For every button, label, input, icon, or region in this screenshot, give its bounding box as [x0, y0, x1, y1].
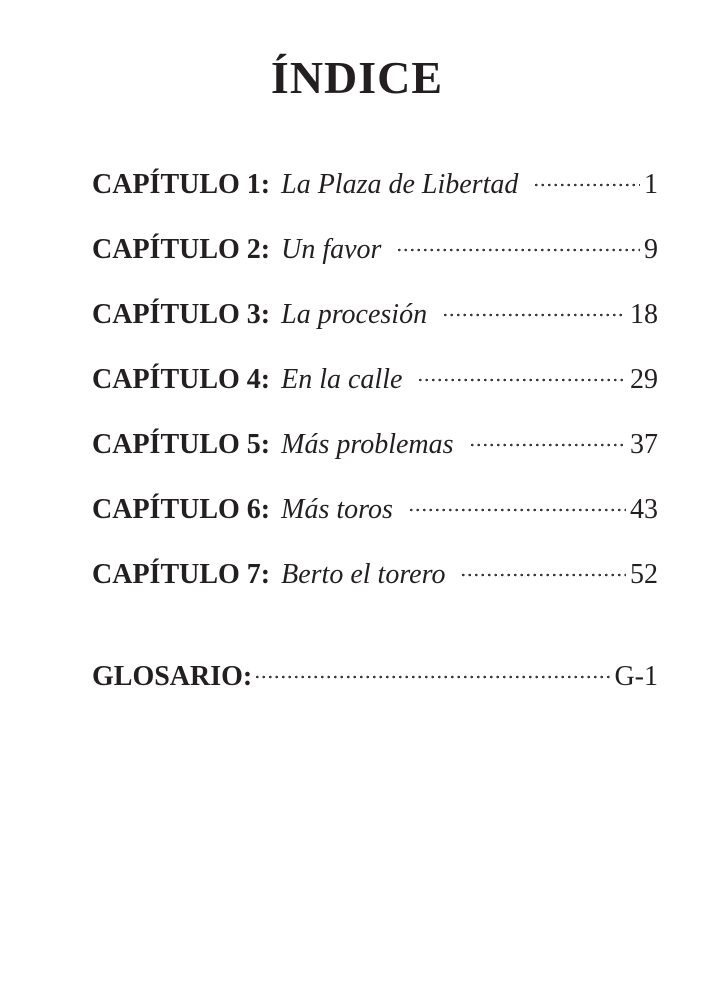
chapter-label: CAPÍTULO 6:	[92, 494, 271, 525]
glossary-entry	[92, 660, 658, 694]
chapter-label: CAPÍTULO 5:	[92, 429, 271, 460]
chapter-title: Más problemas	[281, 429, 454, 460]
glossary-page-number: G-1	[614, 661, 658, 692]
chapter-label: CAPÍTULO 3:	[92, 299, 271, 330]
chapter-label: CAPÍTULO 4:	[92, 364, 271, 395]
table-of-contents	[92, 168, 658, 694]
toc-entry	[92, 428, 658, 462]
chapter-title: Un favor	[281, 234, 382, 265]
toc-entry	[92, 363, 658, 397]
chapter-title: La procesión	[281, 299, 428, 330]
dot-leader	[460, 558, 626, 592]
dot-leader	[417, 363, 626, 397]
page-number: 29	[630, 364, 658, 395]
dot-leader	[408, 493, 626, 527]
chapter-title: La Plaza de Libertad	[281, 169, 519, 200]
chapter-title: En la calle	[281, 364, 403, 395]
chapter-title: Berto el torero	[281, 559, 446, 590]
dot-leader	[442, 298, 626, 332]
page-number: 18	[630, 299, 658, 330]
dot-leader	[533, 168, 640, 202]
toc-entry	[92, 298, 658, 332]
chapter-label: CAPÍTULO 2:	[92, 234, 271, 265]
toc-entry	[92, 168, 658, 202]
glossary-label: GLOSARIO:	[92, 661, 253, 692]
page-number: 37	[630, 429, 658, 460]
dot-leader	[254, 660, 610, 694]
page-number: 52	[630, 559, 658, 590]
toc-entry	[92, 233, 658, 267]
toc-entry	[92, 558, 658, 592]
dot-leader	[469, 428, 626, 462]
page-number: 9	[644, 234, 658, 265]
page-number: 43	[630, 494, 658, 525]
page-title: ÍNDICE	[270, 52, 444, 103]
page-number: 1	[644, 169, 658, 200]
dot-leader	[396, 233, 640, 267]
chapter-label: CAPÍTULO 1:	[92, 169, 271, 200]
chapter-label: CAPÍTULO 7:	[92, 559, 271, 590]
toc-entry	[92, 493, 658, 527]
chapter-title: Más toros	[281, 494, 393, 525]
